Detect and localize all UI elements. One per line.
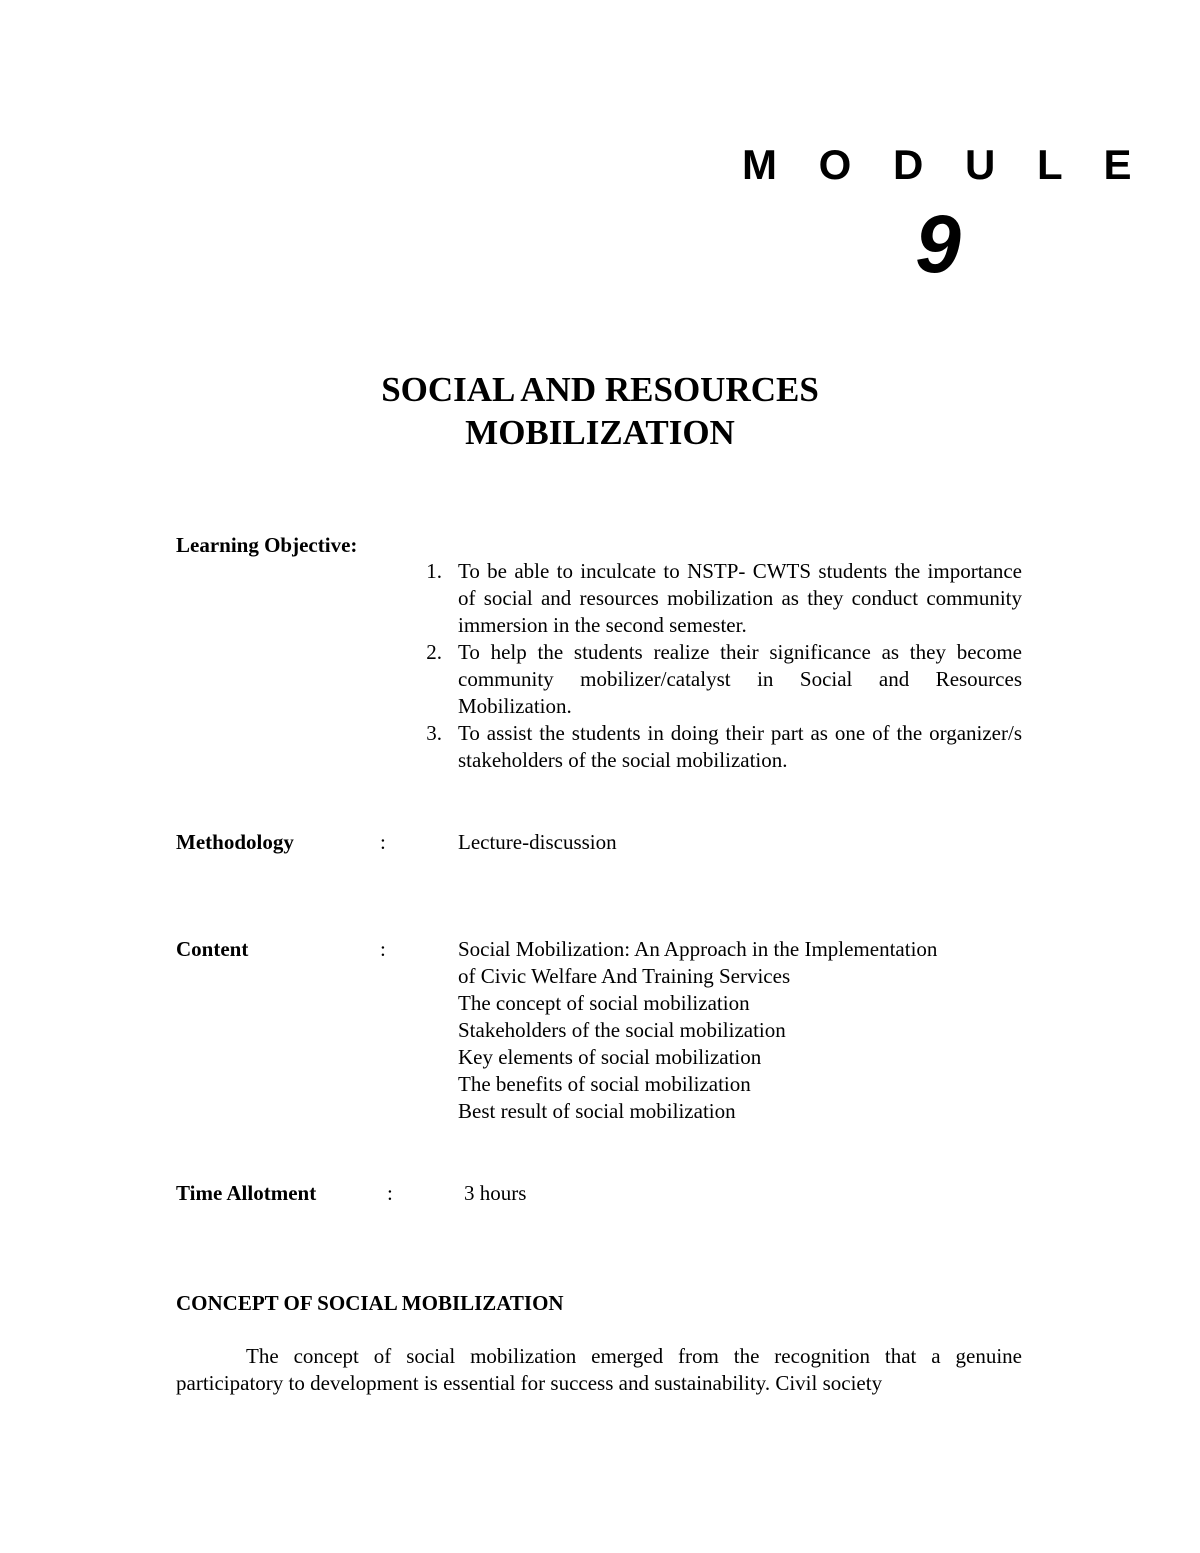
content-item: Social Mobilization: An Approach in the Implementation xyxy=(458,937,938,961)
time-allotment-colon: : xyxy=(387,1181,393,1205)
objective-item xyxy=(420,720,1022,774)
content-colon: : xyxy=(380,937,386,961)
module-number: 9 xyxy=(915,199,961,290)
methodology-value: Lecture-discussion xyxy=(458,830,617,854)
content-label: Content xyxy=(176,937,249,961)
objectives-list xyxy=(420,558,1022,774)
objective-number: 1. xyxy=(426,559,442,583)
concept-paragraph: The concept of social mobilization emerged from the recognition that a genuine participatory to development is essential for success and sustainability. Civil society xyxy=(176,1344,1022,1395)
objective-text: To be able to inculcate to NSTP- CWTS students the importance of social and resources mobilization as they conduct community immersion in the second semester. xyxy=(458,559,1022,637)
page-title-line-2: MOBILIZATION xyxy=(465,413,735,452)
objective-number: 3. xyxy=(426,721,442,745)
content-item: Best result of social mobilization xyxy=(458,1099,736,1123)
time-allotment-label: Time Allotment xyxy=(176,1181,317,1205)
time-allotment-value: 3 hours xyxy=(464,1181,527,1205)
objective-text: To help the students realize their significance as they become community mobilizer/catalyst in Social and Resources Mobilization. xyxy=(458,640,1022,718)
content-item: The concept of social mobilization xyxy=(458,991,750,1015)
objective-item xyxy=(420,558,1022,639)
objective-number: 2. xyxy=(426,640,442,664)
objective-item xyxy=(420,639,1022,720)
page-title-line-1: SOCIAL AND RESOURCES xyxy=(381,370,819,409)
methodology-colon: : xyxy=(380,830,386,854)
methodology-label: Methodology xyxy=(176,830,294,854)
module-label: M O D U L E xyxy=(742,141,1147,188)
content-list xyxy=(458,936,1022,1125)
content-item: of Civic Welfare And Training Services xyxy=(458,964,791,988)
learning-objective-label: Learning Objective: xyxy=(176,533,358,557)
content-item: The benefits of social mobilization xyxy=(458,1072,751,1096)
concept-section-heading: CONCEPT OF SOCIAL MOBILIZATION xyxy=(176,1291,564,1315)
content-item: Key elements of social mobilization xyxy=(458,1045,762,1069)
content-item: Stakeholders of the social mobilization xyxy=(458,1018,786,1042)
objective-text: To assist the students in doing their part as one of the organizer/s stakeholders of the social mobilization. xyxy=(458,721,1022,772)
page-title xyxy=(0,368,1200,454)
